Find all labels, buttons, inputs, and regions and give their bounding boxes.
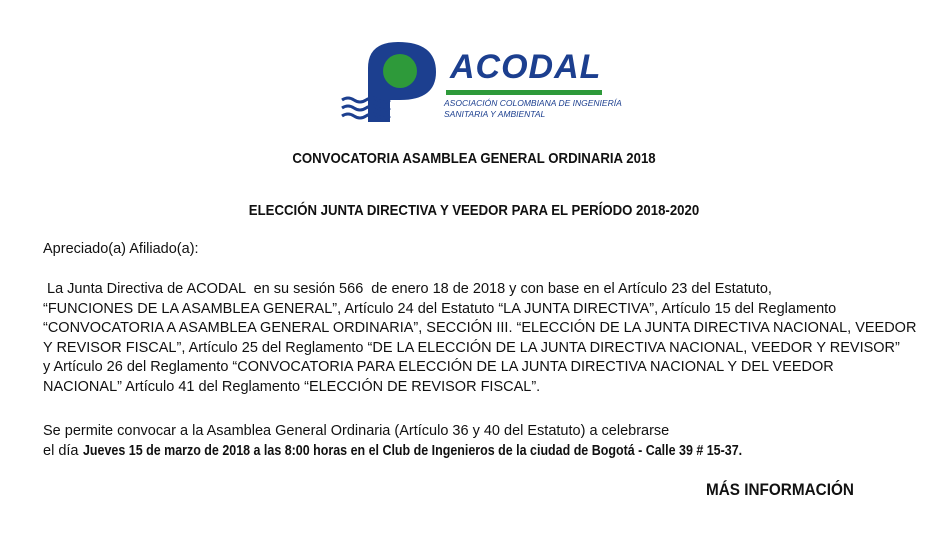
brand-subtitle-line1: ASOCIACIÓN COLOMBIANA DE INGENIERÍA <box>444 98 622 108</box>
more-info-link[interactable]: MÁS INFORMACIÓN <box>706 480 854 499</box>
brand-subtitle <box>444 98 622 120</box>
paragraph-1-line: NACIONAL” Artículo 41 del Reglamento “ELECCIÓN DE REVISOR FISCAL”. <box>43 378 541 395</box>
paragraph-1-line: y Artículo 26 del Reglamento “CONVOCATORIA PARA ELECCIÓN DE LA JUNTA DIRECTIVA NACIONAL Y DEL VEEDOR <box>43 359 834 375</box>
brand-underline <box>446 90 602 95</box>
brand-subtitle-line2: SANITARIA Y AMBIENTAL <box>444 109 546 119</box>
paragraph-2-prefix: el día <box>43 442 83 459</box>
title-eleccion: ELECCIÓN JUNTA DIRECTIVA Y VEEDOR PARA EL PERÍODO 2018-2020 <box>248 202 700 219</box>
paragraph-1-line: La Junta Directiva de ACODAL en su sesión 566 de enero 18 de 2018 y con base en el Artículo 23 del Estatuto, <box>43 281 772 297</box>
paragraph-1-line: “CONVOCATORIA A ASAMBLEA GENERAL ORDINARIA”, SECCIÓN III. “ELECCIÓN DE LA JUNTA DIRECTIVA NACIONAL, VEEDOR <box>43 320 917 336</box>
paragraph-2-line2 <box>43 442 923 462</box>
paragraph-2 <box>43 422 923 461</box>
acodal-logo <box>338 38 622 128</box>
paragraph-1-line: “FUNCIONES DE LA ASAMBLEA GENERAL”, Artículo 24 del Estatuto “LA JUNTA DIRECTIVA”, Artículo 15 del Reglamento <box>43 300 837 317</box>
acodal-emblem-icon <box>338 38 448 128</box>
paragraph-1 <box>43 280 917 397</box>
brand-name: ACODAL <box>450 48 602 86</box>
greeting: Apreciado(a) Afiliado(a): <box>43 241 199 257</box>
paragraph-2-line1: Se permite convocar a la Asamblea General Ordinaria (Artículo 36 y 40 del Estatuto) a celebrarse <box>43 423 670 439</box>
title-convocatoria: CONVOCATORIA ASAMBLEA GENERAL ORDINARIA 2018 <box>292 150 656 167</box>
paragraph-1-line: Y REVISOR FISCAL”, Artículo 25 del Reglamento “DE LA ELECCIÓN DE LA JUNTA DIRECTIVA NACIONAL, VEEDOR Y REVISOR” <box>43 339 900 356</box>
meeting-details: Jueves 15 de marzo de 2018 a las 8:00 horas en el Club de Ingenieros de la ciudad de Bogotá - Calle 39 # 15-37. <box>82 442 742 459</box>
